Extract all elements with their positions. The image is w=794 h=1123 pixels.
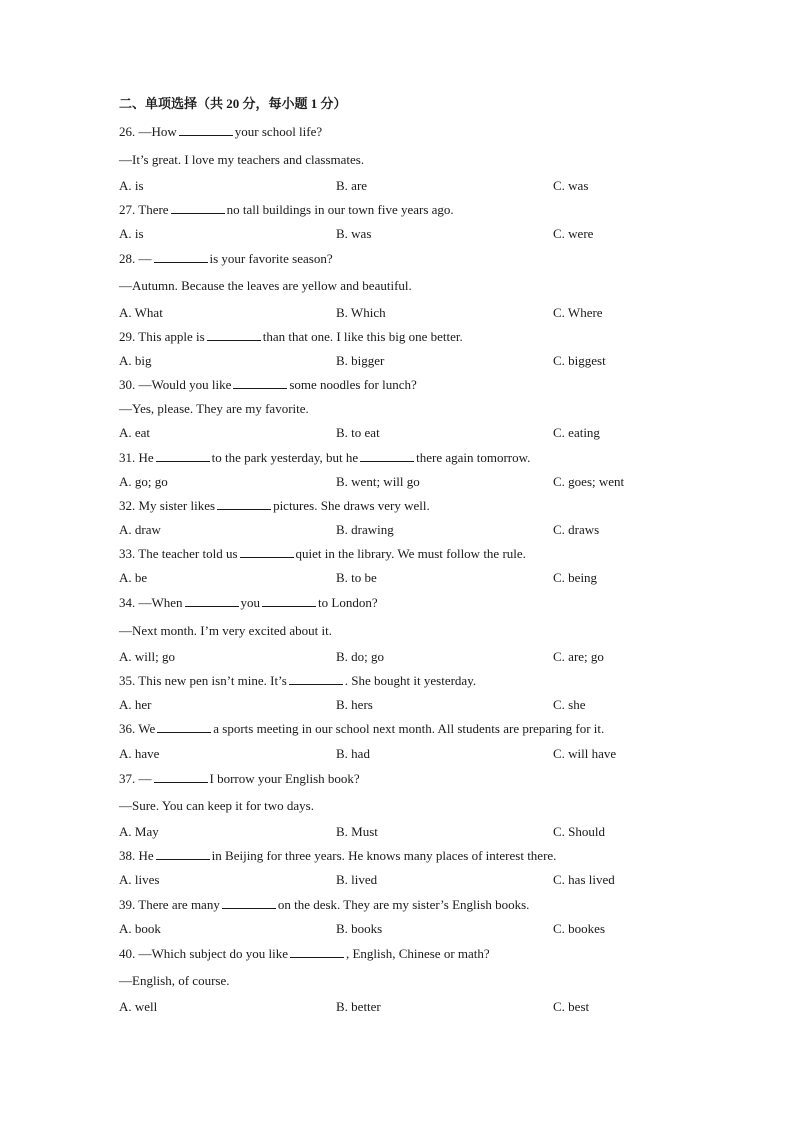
question-text: to London? (318, 595, 378, 610)
question-text: I borrow your English book? (209, 771, 360, 786)
question-number: 37. (119, 771, 136, 786)
question-text: —Would you like (138, 377, 232, 392)
question-number: 30. (119, 377, 136, 392)
answer-blank (222, 897, 276, 909)
question-number: 26. (119, 124, 136, 139)
question-26 (119, 124, 322, 140)
option-b: B. drawing (336, 522, 394, 537)
option-a: A. be (119, 570, 148, 585)
option-a: A. well (119, 999, 158, 1014)
option-c: C. has lived (553, 872, 615, 887)
question-text: your school life? (234, 124, 323, 139)
question-number: 40. (119, 946, 136, 961)
question-29 (119, 329, 463, 345)
option-b: B. are (336, 178, 368, 193)
option-a: A. go; go (119, 474, 168, 489)
option-c: C. will have (553, 746, 617, 761)
question-text: some noodles for lunch? (289, 377, 417, 392)
answer-blank (289, 673, 343, 685)
question-text: . She bought it yesterday. (344, 673, 477, 688)
option-c: C. draws (553, 522, 600, 537)
question-27 (119, 202, 454, 218)
question-number: 28. (119, 251, 136, 266)
question-text: in Beijing for three years. He knows many places of interest there. (211, 848, 557, 863)
question-text: We (138, 721, 156, 736)
option-b: B. had (336, 746, 370, 761)
question-text: a sports meeting in our school next month. All students are preparing for it. (213, 721, 605, 736)
question-text: There (138, 202, 169, 217)
question-text: no tall buildings in our town five years ago. (226, 202, 454, 217)
dialogue-reply: —English, of course. (119, 973, 230, 988)
question-text: —When (138, 595, 183, 610)
question-30 (119, 377, 417, 393)
option-b: B. Which (336, 305, 386, 320)
question-number: 27. (119, 202, 136, 217)
answer-blank (171, 202, 225, 214)
question-text: is your favorite season? (209, 251, 333, 266)
question-32 (119, 498, 430, 514)
option-a: A. eat (119, 425, 151, 440)
answer-blank (156, 848, 210, 860)
option-b: B. hers (336, 697, 373, 712)
option-a: A. draw (119, 522, 161, 537)
option-c: C. Where (553, 305, 603, 320)
option-c: C. best (553, 999, 590, 1014)
option-a: A. big (119, 353, 152, 368)
option-c: C. being (553, 570, 598, 585)
option-c: C. bookes (553, 921, 605, 936)
question-text: There are many (138, 897, 220, 912)
question-number: 31. (119, 450, 136, 465)
option-b: B. better (336, 999, 381, 1014)
question-text: — (138, 251, 152, 266)
question-text: —How (138, 124, 177, 139)
option-a: A. is (119, 178, 144, 193)
question-28 (119, 251, 333, 267)
answer-blank (360, 450, 414, 462)
answer-blank (154, 771, 208, 783)
question-number: 29. (119, 329, 136, 344)
question-40 (119, 946, 490, 962)
option-c: C. were (553, 226, 594, 241)
question-text: —Which subject do you like (138, 946, 288, 961)
option-b: B. went; will go (336, 474, 420, 489)
question-31 (119, 450, 530, 466)
answer-blank (207, 329, 261, 341)
question-text: to the park yesterday, but he (211, 450, 359, 465)
question-number: 32. (119, 498, 136, 513)
answer-blank (179, 124, 233, 136)
option-a: A. her (119, 697, 152, 712)
option-b: B. bigger (336, 353, 385, 368)
question-text: — (138, 771, 152, 786)
question-text: than that one. I like this big one better. (262, 329, 463, 344)
option-a: A. book (119, 921, 161, 936)
question-text: This new pen isn’t mine. It’s (138, 673, 287, 688)
answer-blank (157, 721, 211, 733)
answer-blank (233, 377, 287, 389)
answer-blank (290, 946, 344, 958)
option-b: B. Must (336, 824, 378, 839)
option-c: C. goes; went (553, 474, 625, 489)
option-c: C. she (553, 697, 586, 712)
option-a: A. lives (119, 872, 160, 887)
dialogue-reply: —Yes, please. They are my favorite. (119, 401, 309, 416)
question-35 (119, 673, 476, 689)
option-b: B. books (336, 921, 383, 936)
option-c: C. eating (553, 425, 600, 440)
option-b: B. to be (336, 570, 377, 585)
question-number: 36. (119, 721, 136, 736)
answer-blank (217, 498, 271, 510)
option-b: B. do; go (336, 649, 385, 664)
option-a: A. will; go (119, 649, 175, 664)
question-text: pictures. She draws very well. (273, 498, 430, 513)
question-text: , English, Chinese or math? (345, 946, 490, 961)
section-title: 二、单项选择（共 20 分，每小题 1 分） (119, 96, 347, 111)
question-text: This apple is (138, 329, 205, 344)
answer-blank (240, 546, 294, 558)
answer-blank (262, 595, 316, 607)
option-c: C. was (553, 178, 589, 193)
dialogue-reply: —Next month. I’m very excited about it. (119, 623, 333, 638)
question-text: He (138, 848, 154, 863)
question-34 (119, 595, 378, 611)
question-37 (119, 771, 360, 787)
option-b: B. was (336, 226, 372, 241)
question-text: there again tomorrow. (416, 450, 531, 465)
dialogue-reply: —It’s great. I love my teachers and classmates. (119, 152, 365, 167)
answer-blank (185, 595, 239, 607)
option-c: C. biggest (553, 353, 606, 368)
option-a: A. What (119, 305, 163, 320)
question-38 (119, 848, 556, 864)
option-c: C. Should (553, 824, 606, 839)
dialogue-reply: —Autumn. Because the leaves are yellow and beautiful. (119, 278, 412, 293)
option-b: B. lived (336, 872, 378, 887)
question-39 (119, 897, 529, 913)
question-text: My sister likes (138, 498, 216, 513)
answer-blank (154, 251, 208, 263)
option-b: B. to eat (336, 425, 380, 440)
question-number: 35. (119, 673, 136, 688)
question-text: on the desk. They are my sister’s English books. (277, 897, 530, 912)
option-a: A. is (119, 226, 144, 241)
question-text: The teacher told us (138, 546, 238, 561)
question-text: He (138, 450, 154, 465)
question-33 (119, 546, 526, 562)
option-a: A. May (119, 824, 159, 839)
question-number: 38. (119, 848, 136, 863)
question-text: quiet in the library. We must follow the rule. (295, 546, 526, 561)
question-number: 34. (119, 595, 136, 610)
question-number: 39. (119, 897, 136, 912)
option-c: C. are; go (553, 649, 604, 664)
question-number: 33. (119, 546, 136, 561)
question-text: you (240, 595, 261, 610)
option-a: A. have (119, 746, 160, 761)
dialogue-reply: —Sure. You can keep it for two days. (119, 798, 314, 813)
question-36 (119, 721, 604, 737)
answer-blank (156, 450, 210, 462)
